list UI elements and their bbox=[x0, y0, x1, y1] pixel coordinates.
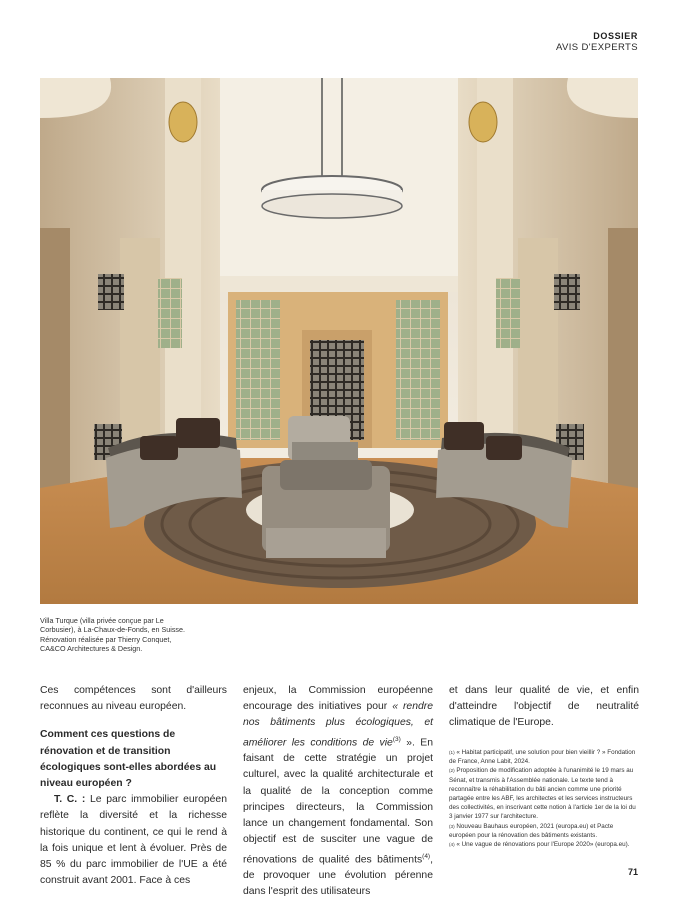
paragraph: T. C. : Le parc immobilier européen reflète la diversité et la richesse historique du continent, ce qui le rend à la fois unique et lent à évoluer. Près de 85 % du parc immobilier de l'UE a été construit avant 2001. Face à ces bbox=[40, 794, 227, 887]
speaker-initials: T. C. : bbox=[54, 794, 86, 806]
paragraph: Ces compétences sont d'ailleurs reconnues au niveau européen. bbox=[40, 685, 227, 713]
footnote: $^{(4)}$ « Une vague de rénovations pour l'Europe 2020» (europa.eu). bbox=[449, 841, 630, 849]
paragraph: enjeux, la Commission européenne encourage des initiatives pour « rendre nos bâtiments plus écologiques, et améliorer les conditions de vie$^{(3)}$ ». En faisant de cette stratégie un projet culturel, avec la qualité architecturale et la qualité de la conception comme principes directeurs, la Commission lance un changement fondamental. Son objectif est de susciter une vague de rénovations de qualité des bâtiments$^{(4)}$, de provoquer une évolution pérenne dans l'esprit des utilisateurs bbox=[243, 685, 433, 898]
footnote: $^{(2)}$ Proposition de modification adoptée à l'unanimité le 19 mars au Sénat, et transmis à l'Assemblée nationale. Le texte tend à reconnaître la réhabilitation du bâti ancien comme une priorité partagée entre les ABF, les architectes et les services instructeurs des collectivités, en inscrivant cette notion à l'article 1er de la loi du 3 janvier 1977 sur l'architecture. bbox=[449, 767, 636, 821]
text-column-2 bbox=[243, 683, 433, 901]
page-number: 71 bbox=[627, 867, 638, 877]
footnotes bbox=[449, 748, 639, 849]
paragraph: et dans leur qualité de vie, et enfin d'atteindre l'objectif de neutralité climatique de l'Europe. bbox=[449, 685, 639, 729]
text-column-1 bbox=[40, 683, 227, 889]
interior-photo bbox=[40, 78, 638, 604]
footnote-ref: (4) bbox=[422, 852, 431, 860]
text-column-3 bbox=[449, 683, 639, 732]
footnote: $^{(1)}$ « Habitat participatif, une solution pour bien vieillir ? » Fondation de France, Anne Labit, 2024. bbox=[449, 749, 636, 766]
section-subrubric: AVIS D'EXPERTS bbox=[555, 42, 638, 53]
quote: « rendre nos bâtiments plus écologiques, et améliorer les conditions de vie bbox=[243, 701, 433, 749]
page-header bbox=[556, 30, 638, 54]
interview-question: Comment ces questions de rénovation et de transition écologiques sont-elles abordées au niveau européen ? bbox=[40, 729, 217, 790]
photo-caption: Villa Turque (villa privée conçue par Le Corbusier), à La-Chaux-de-Fonds, en Suisse. Rénovation réalisée par Thierry Conquet, CA&CO Architectures & Design. bbox=[40, 616, 186, 654]
footnote-ref: (3) bbox=[392, 735, 401, 743]
section-rubric: DOSSIER bbox=[593, 31, 638, 41]
footnote: $^{(3)}$ Nouveau Bauhaus européen, 2021 (europa.eu) et Pacte européen pour la rénovation des bâtiments existants. bbox=[449, 822, 614, 839]
